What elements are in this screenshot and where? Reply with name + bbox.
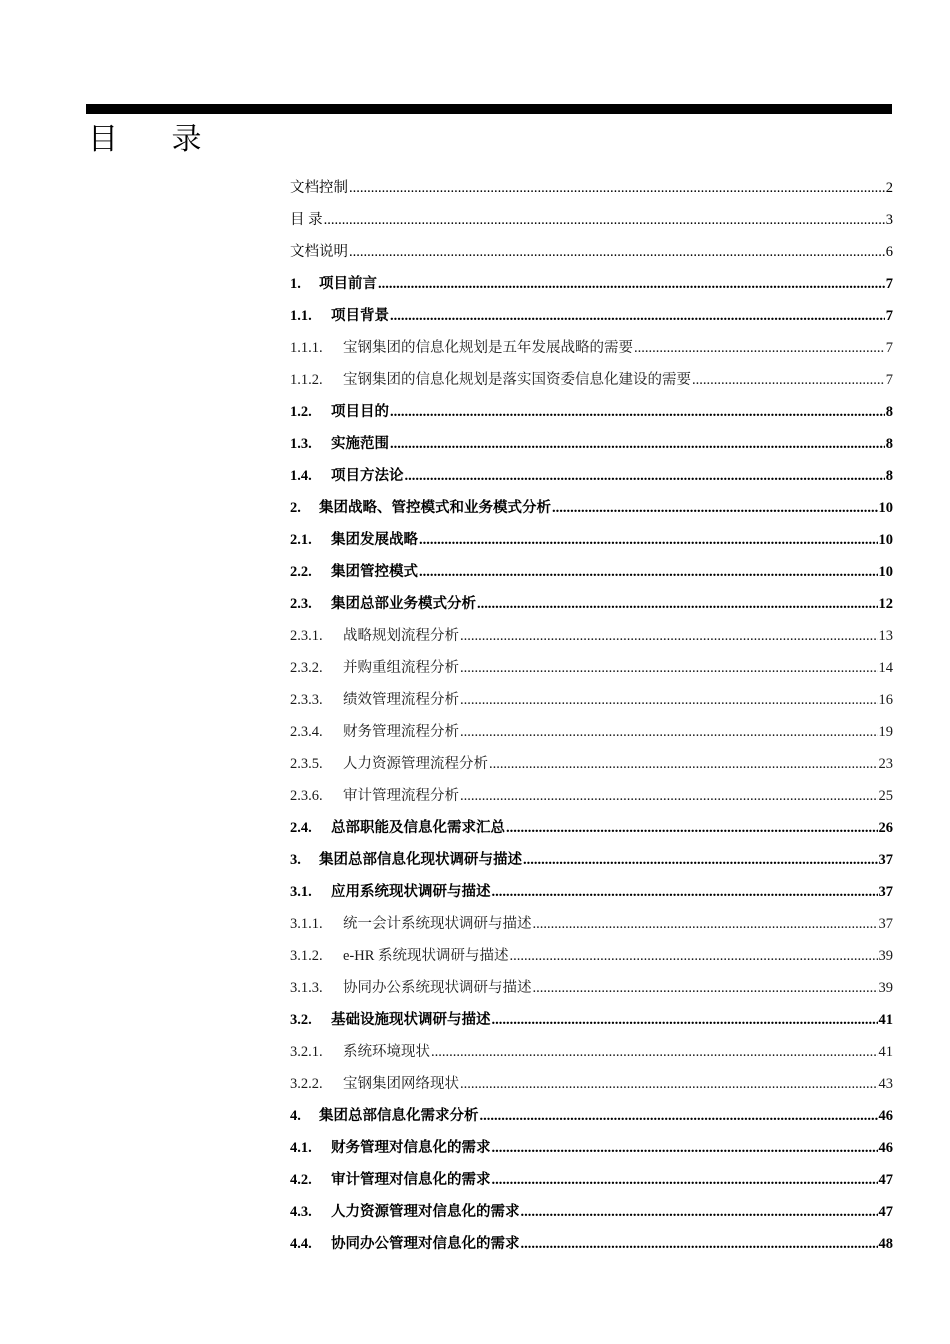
toc-dot-leader	[510, 940, 878, 972]
toc-dot-leader	[492, 876, 878, 908]
toc-dot-leader	[692, 364, 885, 396]
toc-entry-title: 宝钢集团的信息化规划是落实国资委信息化建设的需要	[343, 372, 691, 388]
toc-entry[interactable]	[290, 588, 893, 620]
toc-entry-title: 人力资源管理对信息化的需求	[331, 1204, 520, 1220]
toc-entry-page-number: 39	[878, 980, 893, 996]
toc-entry[interactable]	[290, 652, 893, 684]
toc-entry-number: 2.2.	[290, 564, 312, 580]
toc-entry[interactable]	[290, 716, 893, 748]
toc-dot-leader	[523, 844, 878, 876]
toc-entry-number: 2.3.3.	[290, 692, 323, 708]
toc-dot-leader	[460, 716, 878, 748]
toc-entry-page-number: 41	[878, 1012, 893, 1028]
toc-entry-title: 财务管理对信息化的需求	[331, 1140, 491, 1156]
toc-entry-title: 集团总部信息化现状调研与描述	[319, 852, 522, 868]
toc-dot-leader	[634, 332, 885, 364]
toc-entry-title: 并购重组流程分析	[343, 660, 459, 676]
toc-entry-number: 4.2.	[290, 1172, 312, 1188]
toc-entry-title: 宝钢集团的信息化规划是五年发展战略的需要	[343, 340, 633, 356]
toc-entry[interactable]	[290, 300, 893, 332]
toc-entry-title: 基础设施现状调研与描述	[331, 1012, 491, 1028]
toc-entry-page-number: 43	[878, 1076, 893, 1092]
toc-entry-title: 集团总部信息化需求分析	[319, 1108, 479, 1124]
toc-dot-leader	[533, 908, 878, 940]
toc-dot-leader	[506, 812, 878, 844]
toc-entry[interactable]	[290, 428, 893, 460]
toc-entry-title: 文档说明	[290, 244, 348, 260]
toc-dot-leader	[390, 396, 885, 428]
toc-entry[interactable]	[290, 460, 893, 492]
toc-entry-title: 应用系统现状调研与描述	[331, 884, 491, 900]
toc-entry-title: 统一会计系统现状调研与描述	[343, 916, 532, 932]
toc-dot-leader	[405, 460, 885, 492]
toc-entry[interactable]	[290, 780, 893, 812]
toc-dot-leader	[349, 172, 885, 204]
toc-entry-title: 集团发展战略	[331, 532, 418, 548]
toc-entry[interactable]	[290, 684, 893, 716]
toc-entry-page-number: 7	[885, 276, 893, 292]
toc-entry[interactable]	[290, 1068, 893, 1100]
toc-entry-title: 审计管理流程分析	[343, 788, 459, 804]
toc-entry-title: 项目背景	[331, 308, 389, 324]
toc-entry-title: 绩效管理流程分析	[343, 692, 459, 708]
toc-entry[interactable]	[290, 268, 893, 300]
toc-entry-page-number: 13	[878, 628, 893, 644]
toc-entry-page-number: 26	[878, 820, 893, 836]
toc-entry-number: 4.1.	[290, 1140, 312, 1156]
page-title: 目 录	[88, 122, 224, 157]
toc-entry-page-number: 12	[878, 596, 893, 612]
toc-dot-leader	[378, 268, 885, 300]
toc-entry-page-number: 10	[878, 500, 893, 516]
toc-entry-number: 1.4.	[290, 468, 312, 484]
toc-entry-title: 总部职能及信息化需求汇总	[331, 820, 505, 836]
toc-entry-title: 战略规划流程分析	[343, 628, 459, 644]
toc-dot-leader	[460, 652, 878, 684]
toc-entry[interactable]	[290, 556, 893, 588]
toc-entry-title: 项目前言	[319, 276, 377, 292]
toc-dot-leader	[324, 204, 885, 236]
toc-entry-title: 财务管理流程分析	[343, 724, 459, 740]
toc-entry-number: 3.	[290, 852, 301, 868]
toc-entry-page-number: 46	[878, 1140, 893, 1156]
toc-entry[interactable]	[290, 1164, 893, 1196]
toc-entry-title: 项目目的	[331, 404, 389, 420]
toc-entry-number: 3.2.1.	[290, 1044, 323, 1060]
toc-dot-leader	[480, 1100, 878, 1132]
toc-dot-leader	[477, 588, 878, 620]
toc-entry-number: 2.	[290, 500, 301, 516]
toc-entry-number: 3.1.3.	[290, 980, 323, 996]
toc-entry-page-number: 7	[885, 308, 893, 324]
toc-entry-number: 3.1.	[290, 884, 312, 900]
toc-entry-title: e-HR 系统现状调研与描述	[343, 948, 509, 964]
toc-entry-title: 集团总部业务模式分析	[331, 596, 476, 612]
toc-entry-title: 审计管理对信息化的需求	[331, 1172, 491, 1188]
toc-entry[interactable]	[290, 204, 893, 236]
toc-entry-number: 1.1.1.	[290, 340, 323, 356]
toc-entry-page-number: 39	[878, 948, 893, 964]
toc-entry-number: 1.1.2.	[290, 372, 323, 388]
toc-entry-page-number: 7	[885, 340, 893, 356]
toc-entry-page-number: 25	[878, 788, 893, 804]
toc-entry-page-number: 46	[878, 1108, 893, 1124]
toc-entry-number: 3.2.2.	[290, 1076, 323, 1092]
toc-entry-number: 2.3.	[290, 596, 312, 612]
toc-entry-title: 项目方法论	[331, 468, 404, 484]
toc-entry[interactable]	[290, 332, 893, 364]
toc-entry-page-number: 2	[885, 180, 893, 196]
toc-entry-number: 2.4.	[290, 820, 312, 836]
toc-dot-leader	[460, 620, 878, 652]
toc-dot-leader	[489, 748, 878, 780]
toc-entry-number: 2.3.5.	[290, 756, 323, 772]
toc-dot-leader	[460, 684, 878, 716]
toc-entry[interactable]	[290, 364, 893, 396]
toc-entry-page-number: 47	[878, 1172, 893, 1188]
toc-entry[interactable]	[290, 1100, 893, 1132]
toc-entry-number: 2.3.6.	[290, 788, 323, 804]
toc-entry-number: 2.1.	[290, 532, 312, 548]
table-of-contents	[290, 172, 893, 1260]
toc-entry[interactable]	[290, 396, 893, 428]
toc-entry[interactable]	[290, 1196, 893, 1228]
toc-dot-leader	[492, 1132, 878, 1164]
toc-entry-number: 3.1.1.	[290, 916, 323, 932]
toc-entry-number: 1.3.	[290, 436, 312, 452]
toc-entry-page-number: 23	[878, 756, 893, 772]
toc-dot-leader	[492, 1164, 878, 1196]
toc-entry-page-number: 10	[878, 564, 893, 580]
toc-entry-title: 协同办公管理对信息化的需求	[331, 1236, 520, 1252]
toc-entry-number: 1.	[290, 276, 301, 292]
toc-entry-page-number: 37	[878, 852, 893, 868]
toc-dot-leader	[390, 300, 885, 332]
toc-entry[interactable]	[290, 524, 893, 556]
toc-dot-leader	[390, 428, 885, 460]
toc-dot-leader	[492, 1004, 878, 1036]
toc-entry-page-number: 19	[878, 724, 893, 740]
toc-entry-page-number: 37	[878, 916, 893, 932]
toc-dot-leader	[431, 1036, 878, 1068]
toc-entry-page-number: 14	[878, 660, 893, 676]
toc-entry-page-number: 10	[878, 532, 893, 548]
toc-entry[interactable]	[290, 236, 893, 268]
header-rule	[86, 104, 892, 114]
toc-dot-leader	[533, 972, 878, 1004]
toc-entry-number: 4.3.	[290, 1204, 312, 1220]
toc-dot-leader	[552, 492, 878, 524]
toc-entry-page-number: 8	[885, 468, 893, 484]
toc-entry-title: 文档控制	[290, 180, 348, 196]
toc-entry-number: 2.3.2.	[290, 660, 323, 676]
toc-entry[interactable]	[290, 492, 893, 524]
toc-entry-page-number: 8	[885, 436, 893, 452]
toc-entry-page-number: 6	[885, 244, 893, 260]
toc-entry-number: 1.1.	[290, 308, 312, 324]
toc-entry-title: 人力资源管理流程分析	[343, 756, 488, 772]
toc-entry-number: 4.4.	[290, 1236, 312, 1252]
toc-entry-title: 宝钢集团网络现状	[343, 1076, 459, 1092]
toc-entry[interactable]	[290, 1004, 893, 1036]
toc-entry-number: 3.1.2.	[290, 948, 323, 964]
toc-entry-page-number: 47	[878, 1204, 893, 1220]
toc-entry[interactable]	[290, 1132, 893, 1164]
toc-entry[interactable]	[290, 1036, 893, 1068]
toc-entry[interactable]	[290, 972, 893, 1004]
toc-entry-page-number: 48	[878, 1236, 893, 1252]
toc-entry[interactable]	[290, 748, 893, 780]
toc-entry[interactable]	[290, 1228, 893, 1260]
toc-dot-leader	[460, 780, 878, 812]
toc-entry-number: 2.3.1.	[290, 628, 323, 644]
toc-entry[interactable]	[290, 940, 893, 972]
toc-entry[interactable]	[290, 908, 893, 940]
toc-dot-leader	[419, 524, 878, 556]
toc-entry-number: 1.2.	[290, 404, 312, 420]
toc-entry[interactable]	[290, 876, 893, 908]
toc-entry-number: 2.3.4.	[290, 724, 323, 740]
toc-dot-leader	[349, 236, 885, 268]
toc-dot-leader	[419, 556, 878, 588]
toc-entry[interactable]	[290, 812, 893, 844]
toc-dot-leader	[521, 1228, 878, 1260]
toc-entry[interactable]	[290, 620, 893, 652]
toc-entry-page-number: 7	[885, 372, 893, 388]
toc-dot-leader	[460, 1068, 878, 1100]
toc-entry-title: 实施范围	[331, 436, 389, 452]
toc-entry-title: 集团战略、管控模式和业务模式分析	[319, 500, 551, 516]
toc-entry-page-number: 37	[878, 884, 893, 900]
toc-entry-title: 协同办公系统现状调研与描述	[343, 980, 532, 996]
toc-entry-page-number: 41	[878, 1044, 893, 1060]
toc-entry-title: 系统环境现状	[343, 1044, 430, 1060]
toc-entry-title: 目 录	[290, 212, 323, 228]
toc-entry-title: 集团管控模式	[331, 564, 418, 580]
toc-entry[interactable]	[290, 844, 893, 876]
toc-entry-page-number: 8	[885, 404, 893, 420]
toc-entry[interactable]	[290, 172, 893, 204]
toc-entry-number: 3.2.	[290, 1012, 312, 1028]
toc-dot-leader	[521, 1196, 878, 1228]
toc-entry-page-number: 3	[885, 212, 893, 228]
toc-entry-number: 4.	[290, 1108, 301, 1124]
toc-entry-page-number: 16	[878, 692, 893, 708]
